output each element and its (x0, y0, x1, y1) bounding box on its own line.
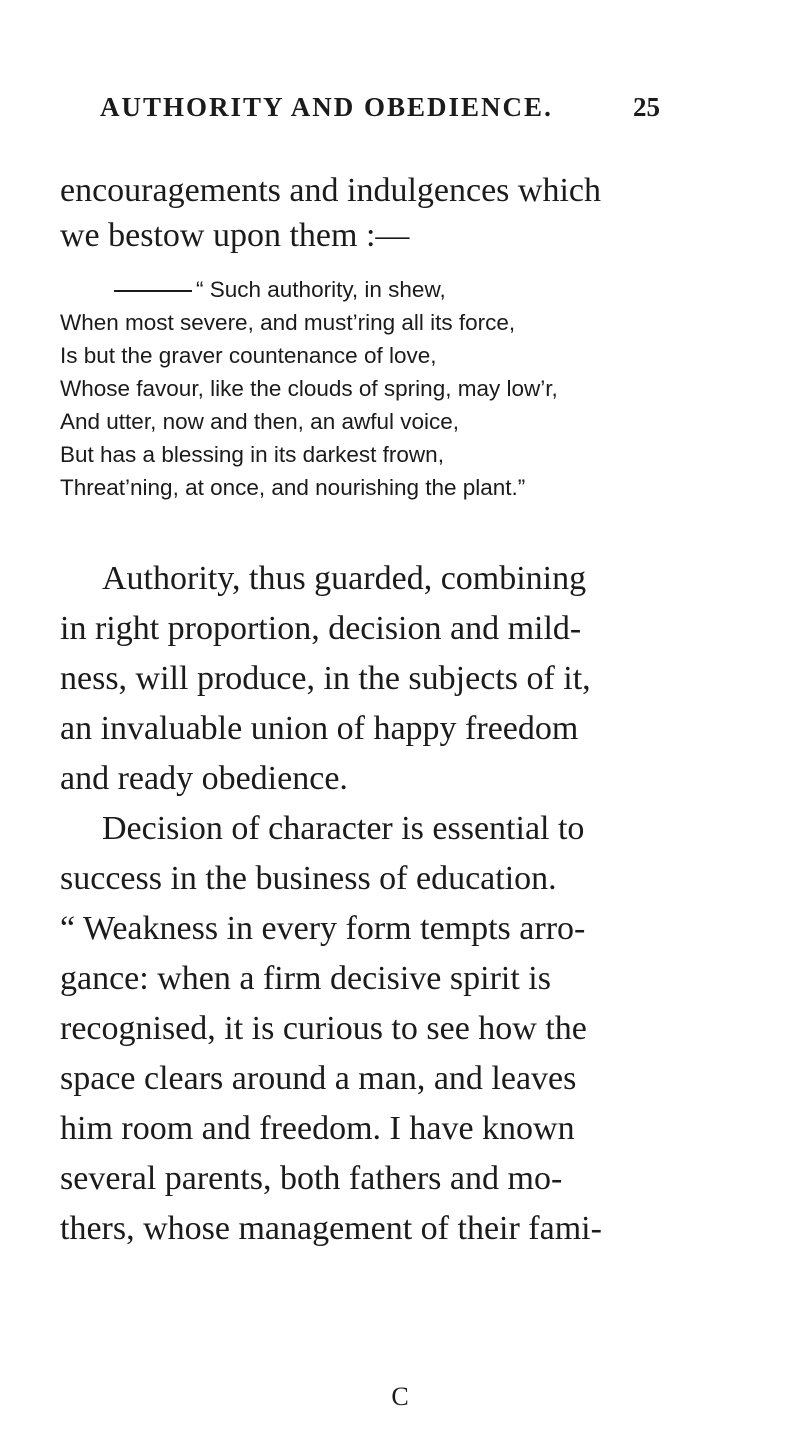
body-line: an invaluable union of happy freedom (60, 710, 579, 747)
quotation-line: But has a blessing in its darkest frown, (60, 442, 444, 467)
quotation-line (114, 279, 446, 302)
body-line: Authority, thus guarded, combining (102, 560, 587, 597)
body-line: recognised, it is curious to see how the (60, 1010, 587, 1047)
body-line: and ready obedience. (60, 760, 348, 797)
body-line: ness, will produce, in the subjects of it, (60, 660, 591, 697)
body-line: Decision of character is essential to (102, 810, 585, 847)
body-line: success in the business of education. (60, 860, 557, 897)
body-line: him room and freedom. I have known (60, 1110, 575, 1147)
signature-mark: C (391, 1382, 409, 1411)
body-line: thers, whose management of their fami- (60, 1210, 602, 1247)
running-head-title: AUTHORITY AND OBEDIENCE. (100, 92, 553, 122)
quotation-line: And utter, now and then, an awful voice, (60, 409, 460, 434)
body-line: in right proportion, decision and mild- (60, 610, 582, 647)
quotation-line: When most severe, and must’ring all its force, (60, 310, 516, 335)
opening-line: encouragements and indulgences which (60, 172, 601, 209)
quotation-dash (114, 290, 192, 292)
body-line: “ Weakness in every form tempts arro- (60, 910, 586, 947)
opening-line: we bestow upon them :— (60, 217, 410, 254)
body-line: several parents, both fathers and mo- (60, 1160, 563, 1197)
quotation-line: Threat’ning, at once, and nourishing the plant.” (60, 475, 526, 500)
running-head (100, 92, 660, 132)
body-line: space clears around a man, and leaves (60, 1060, 577, 1097)
quotation-line: Is but the graver countenance of love, (60, 343, 437, 368)
quotation-line: Whose favour, like the clouds of spring, may low’r, (60, 376, 558, 401)
body-line: gance: when a firm decisive spirit is (60, 960, 551, 997)
quotation-line-text: “ Such authority, in shew, (196, 277, 446, 302)
page-number: 25 (633, 92, 660, 122)
